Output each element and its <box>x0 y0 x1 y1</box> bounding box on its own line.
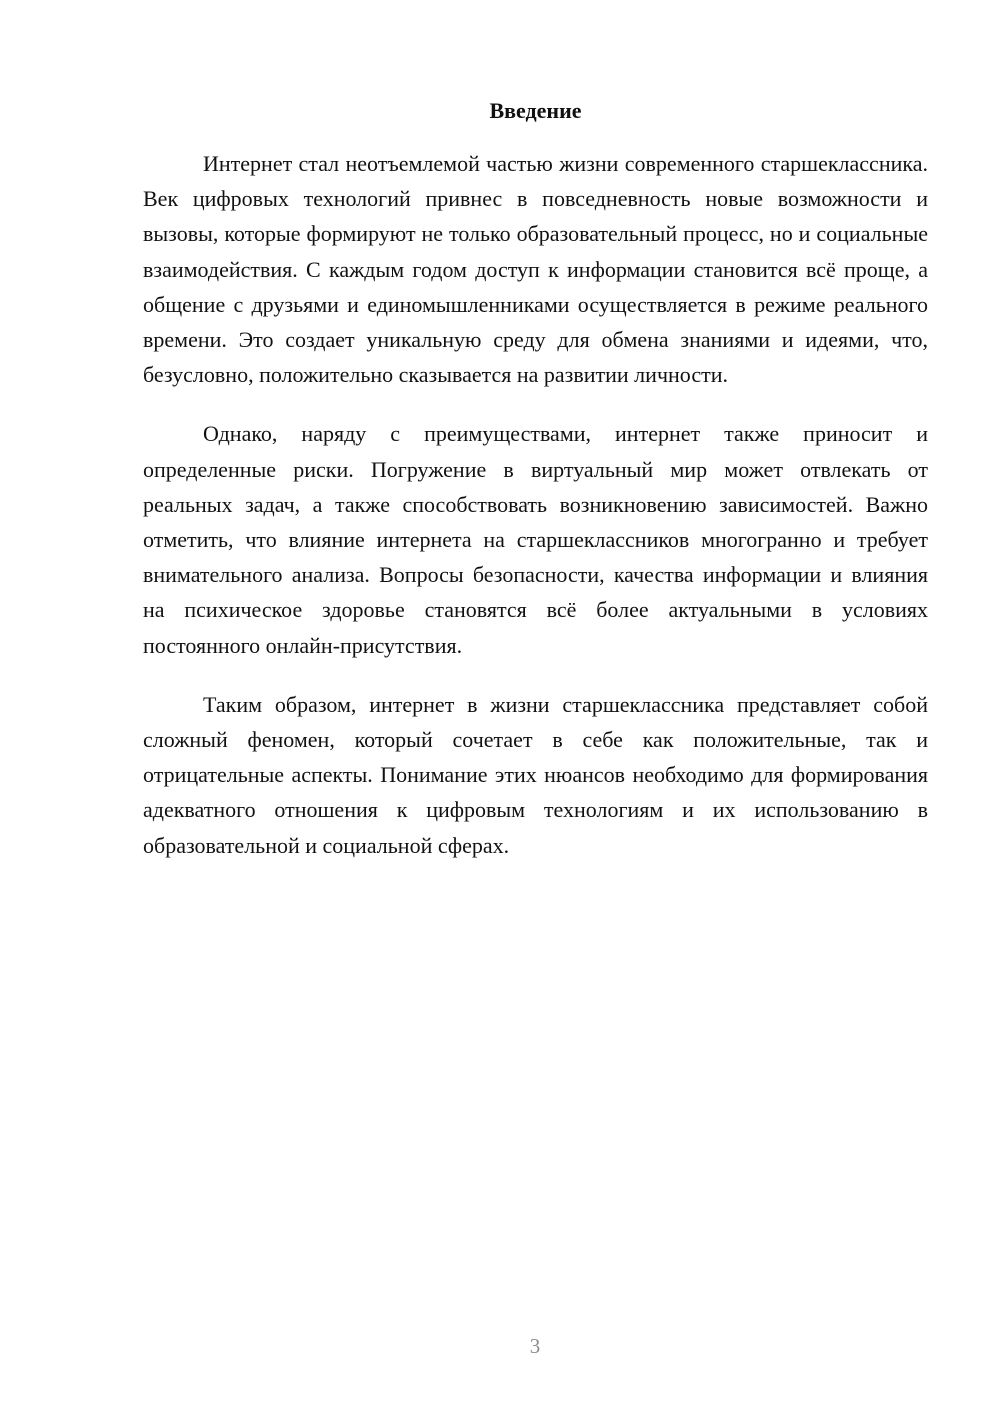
paragraph-1: Интернет стал неотъемлемой частью жизни современного старшеклассника. Век цифровых технологий привнес в повседневность новые возможности и вызовы, которые формируют не только образовательный процесс, но и социальные взаимодействия. С каждым годом доступ к информации становится всё проще, а общение с друзьями и единомышленниками осуществляется в режиме реального времени. Это создает уникальную среду для обмена знаниями и идеями, что, безусловно, положительно сказывается на развитии личности. <box>143 151 928 388</box>
page-number: 3 <box>529 1334 541 1358</box>
section-heading: Введение <box>489 98 582 123</box>
page-content <box>143 96 928 887</box>
paragraph-3: Таким образом, интернет в жизни старшеклассника представляет собой сложный феномен, который сочетает в себе как положительные, так и отрицательные аспекты. Понимание этих нюансов необходимо для формирования адекватного отношения к цифровым технологиям и их использованию в образовательной и социальной сферах. <box>143 691 928 858</box>
paragraph-2: Однако, наряду с преимуществами, интернет также приносит и определенные риски. Погружение в виртуальный мир может отвлекать от реальных задач, а также способствовать возникновению зависимостей. Важно отметить, что влияние интернета на старшеклассников многогранно и требует внимательного анализа. Вопросы безопасности, качества информации и влияния на психическое здоровье становятся всё более актуальными в условиях постоянного онлайн-присутствия. <box>143 421 928 658</box>
